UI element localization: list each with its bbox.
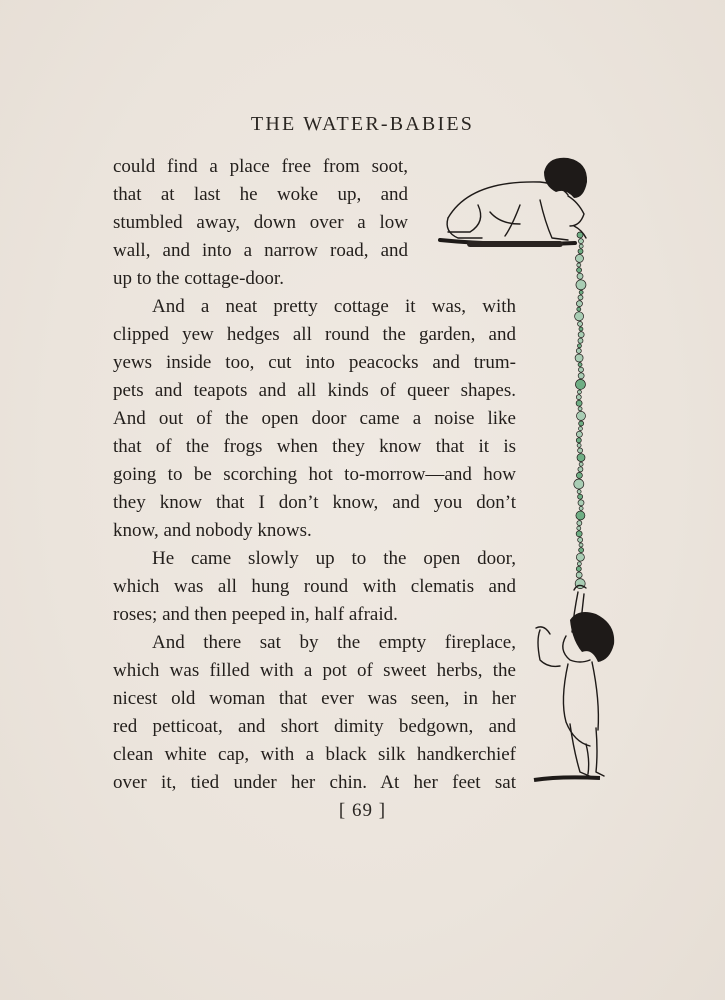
- text-line: red petticoat, and short dimity bedgown, and: [113, 716, 516, 737]
- text-line: that of the frogs when they know that it is: [113, 436, 516, 457]
- text-line: which was filled with a pot of sweet herbs, the: [113, 660, 516, 681]
- text-line: clipped yew hedges all round the garden, and: [113, 324, 516, 345]
- running-head: THE WATER-BABIES: [250, 113, 475, 135]
- text-line: And out of the open door came a noise like: [113, 408, 516, 429]
- text-line: nicest old woman that ever was seen, in her: [113, 688, 516, 709]
- text-line: clean white cap, with a black silk handkerchief: [113, 744, 516, 765]
- text-line: over it, tied under her chin. At her feet sat: [113, 772, 516, 793]
- page-number: [ 69 ]: [338, 800, 387, 821]
- text-line: wall, and into a narrow road, and: [113, 240, 408, 261]
- text-line: And a neat pretty cottage it was, with: [152, 296, 516, 317]
- text-line: going to be scorching hot to-morrow—and how: [113, 464, 516, 485]
- text-line: And there sat by the empty fireplace,: [152, 632, 516, 653]
- text-line: know, and nobody knows.: [113, 520, 312, 541]
- text-line: that at last he woke up, and: [113, 184, 408, 205]
- text-line: which was all hung round with clematis and: [113, 576, 516, 597]
- text-line: stumbled away, down over a low: [113, 212, 408, 233]
- text-line: He came slowly up to the open door,: [152, 548, 516, 569]
- text-line: up to the cottage-door.: [113, 268, 284, 289]
- text-line: could find a place free from soot,: [113, 156, 408, 177]
- text-line: yews inside too, cut into peacocks and trum-: [113, 352, 516, 373]
- text-line: roses; and then peeped in, half afraid.: [113, 604, 398, 625]
- text-line: pets and teapots and all kinds of queer shapes.: [113, 380, 516, 401]
- text-line: they know that I don’t know, and you don’t: [113, 492, 516, 513]
